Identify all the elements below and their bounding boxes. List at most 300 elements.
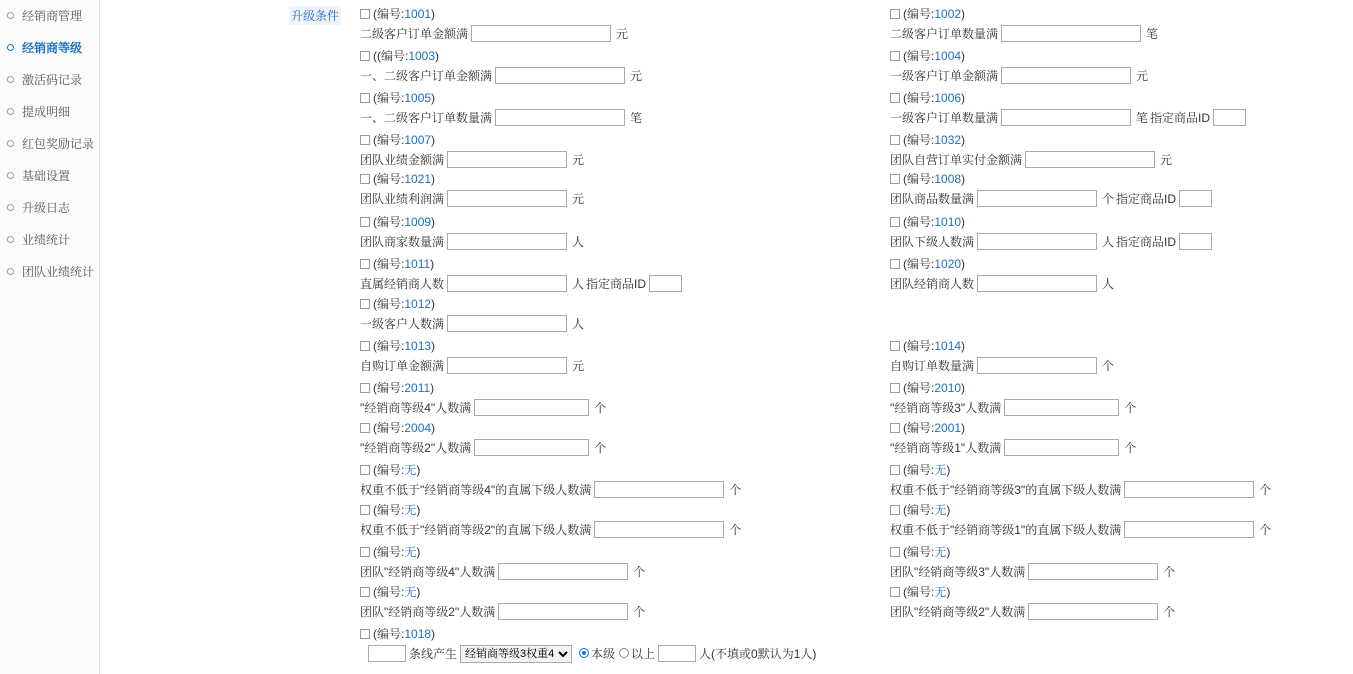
condition-unit: 人 [1102, 276, 1115, 291]
condition-row-left-1 [360, 49, 644, 85]
condition-body [890, 356, 1116, 375]
condition-value-input[interactable] [474, 399, 589, 416]
condition-unit: 个 [729, 482, 742, 497]
sidebar-item-4[interactable] [0, 128, 99, 160]
condition-unit: 个 [1163, 604, 1176, 619]
condition-unit: 人 [572, 234, 585, 249]
condition-body [890, 562, 1177, 581]
condition-code-open: (编号: [373, 503, 405, 517]
radio-bullet-icon [7, 12, 14, 19]
condition-row-left-13 [360, 545, 647, 581]
condition-header [360, 215, 586, 229]
condition-unit: 个 [1124, 440, 1137, 455]
condition-code-open: (编号: [373, 545, 405, 559]
condition-value-input[interactable] [977, 233, 1097, 250]
condition-code: 无 [934, 503, 947, 517]
condition-code-open: (编号: [373, 133, 405, 147]
condition-code-open: (编号: [373, 463, 405, 477]
condition-header [890, 7, 1160, 21]
condition-unit: 笔 [1136, 110, 1149, 125]
condition-checkbox[interactable] [890, 217, 900, 227]
condition-code-open: (编号: [903, 49, 935, 63]
condition-code: 无 [404, 545, 417, 559]
condition-checkbox[interactable] [360, 259, 370, 269]
condition-code: 1014 [934, 339, 962, 353]
condition-body [360, 562, 647, 581]
condition-code: 1005 [404, 91, 432, 105]
condition-header [890, 133, 1174, 147]
condition-code: 1002 [934, 7, 962, 21]
condition-code-close: ) [961, 7, 966, 21]
condition-code: 1020 [934, 257, 962, 271]
condition-value-input[interactable] [1028, 603, 1158, 620]
condition-unit: 人 [572, 316, 585, 331]
condition-code-close: ) [431, 215, 436, 229]
condition-label: 一级客户订单金额满 [890, 68, 999, 83]
condition-code: 1021 [404, 172, 432, 186]
condition-value-input[interactable] [594, 521, 724, 538]
condition-value-input[interactable] [471, 25, 611, 42]
condition-body [890, 520, 1273, 539]
condition-unit: 笔 [1146, 26, 1159, 41]
condition-row-right-3 [890, 133, 1174, 169]
condition-value-input[interactable] [447, 233, 567, 250]
condition-value-input[interactable] [1004, 399, 1119, 416]
condition-header [890, 339, 1116, 353]
condition-unit: 个 [1259, 522, 1272, 537]
condition-value-input[interactable] [594, 481, 724, 498]
condition-code-close: ) [431, 91, 436, 105]
condition-label: 团队下级人数满 [890, 234, 975, 249]
condition-checkbox[interactable] [890, 341, 900, 351]
condition-goods-id-input[interactable] [649, 275, 682, 292]
condition-row-right-12 [890, 545, 1177, 581]
condition-label: 团队商品数量满 [890, 191, 975, 206]
condition-code: 1008 [934, 172, 962, 186]
condition-row-left-2 [360, 91, 644, 127]
condition-value-input[interactable] [498, 563, 628, 580]
condition-checkbox[interactable] [360, 174, 370, 184]
sidebar-item-label: 红包奖励记录 [22, 137, 95, 151]
condition-code-close: ) [416, 545, 421, 559]
condition-body [360, 314, 586, 333]
condition-label: 团队"经销商等级4"人数满 [360, 564, 496, 579]
condition-code-open: (编号: [373, 215, 405, 229]
condition-row-left-10 [360, 421, 608, 457]
condition-label: 团队"经销商等级3"人数满 [890, 564, 1026, 579]
condition-extra-label: 指定商品ID [1116, 234, 1177, 249]
condition-value-input[interactable] [1025, 151, 1155, 168]
condition-checkbox[interactable] [890, 174, 900, 184]
condition-unit: 元 [572, 152, 585, 167]
condition-row-right-9 [890, 421, 1138, 457]
line-level-select[interactable] [460, 645, 572, 663]
condition-body [360, 24, 630, 43]
condition-value-input[interactable] [447, 315, 567, 332]
condition-code-open: (编号: [903, 545, 935, 559]
condition-checkbox[interactable] [360, 505, 370, 515]
sidebar-item-1[interactable] [0, 32, 99, 64]
condition-code-open: (编号: [903, 91, 935, 105]
condition-checkbox[interactable] [360, 629, 370, 639]
condition-unit: 元 [572, 358, 585, 373]
condition-code-close: ) [946, 503, 951, 517]
condition-code: 1004 [934, 49, 962, 63]
condition-header [360, 339, 586, 353]
line-text-before: 条线产生 [409, 646, 458, 661]
condition-code-open: (编号: [903, 133, 935, 147]
condition-checkbox[interactable] [890, 383, 900, 393]
condition-body [360, 356, 586, 375]
condition-value-input[interactable] [1028, 563, 1158, 580]
condition-row-left-7 [360, 297, 586, 333]
condition-code-close: ) [961, 215, 966, 229]
radio-above-level[interactable] [619, 648, 629, 658]
condition-checkbox[interactable] [360, 383, 370, 393]
condition-header [890, 585, 1177, 599]
condition-code-close: ) [946, 585, 951, 599]
condition-code: 无 [934, 463, 947, 477]
condition-header [360, 503, 743, 517]
condition-row-left-11 [360, 463, 743, 499]
condition-row-right-2 [890, 91, 1249, 127]
condition-row-left-9 [360, 381, 608, 417]
condition-checkbox[interactable] [360, 299, 370, 309]
condition-code: 无 [934, 585, 947, 599]
condition-row-right-4 [890, 172, 1215, 208]
condition-label: 一级客户订单数量满 [890, 110, 999, 125]
condition-row-right-13 [890, 585, 1177, 621]
condition-code: 1001 [404, 7, 432, 21]
condition-value-input[interactable] [495, 67, 625, 84]
condition-label: 一级客户人数满 [360, 316, 445, 331]
sidebar-item-8[interactable] [0, 256, 99, 288]
condition-header [360, 257, 685, 271]
condition-code-close: ) [961, 133, 966, 147]
condition-label: 权重不低于"经销商等级3"的直属下级人数满 [890, 482, 1122, 497]
condition-body [890, 274, 1116, 293]
sidebar-item-label: 团队业绩统计 [22, 265, 95, 279]
sidebar-item-label: 经销商管理 [22, 9, 83, 23]
condition-checkbox[interactable] [890, 259, 900, 269]
condition-unit: 元 [572, 191, 585, 206]
condition-checkbox[interactable] [360, 217, 370, 227]
condition-code: 无 [404, 503, 417, 517]
sidebar-item-3[interactable] [0, 96, 99, 128]
radio-above-level-label: 以上 [631, 646, 656, 661]
condition-unit: 人 [572, 276, 585, 291]
condition-code-open: (编号: [903, 463, 935, 477]
condition-label: 团队自营订单实付金额满 [890, 152, 1023, 167]
condition-row-left-3 [360, 133, 586, 169]
condition-row-right-11 [890, 503, 1273, 539]
condition-value-input[interactable] [498, 603, 628, 620]
condition-code-open: (编号: [373, 297, 405, 311]
condition-body [360, 398, 608, 417]
condition-code: 1007 [404, 133, 432, 147]
condition-unit: 元 [1160, 152, 1173, 167]
condition-value-input[interactable] [977, 275, 1097, 292]
condition-body [890, 24, 1160, 43]
condition-label: "经销商等级4"人数满 [360, 400, 472, 415]
condition-value-input[interactable] [1124, 481, 1254, 498]
condition-body [890, 66, 1150, 85]
condition-code-open: (编号: [903, 257, 935, 271]
condition-checkbox[interactable] [890, 135, 900, 145]
sidebar-item-7[interactable] [0, 224, 99, 256]
condition-unit: 个 [1124, 400, 1137, 415]
condition-checkbox[interactable] [360, 465, 370, 475]
condition-unit: 个 [1102, 191, 1115, 206]
radio-bullet-icon [7, 204, 14, 211]
condition-code-open: (编号: [903, 381, 935, 395]
condition-code-close: ) [435, 49, 440, 63]
condition-checkbox[interactable] [890, 547, 900, 557]
radio-self-level-label: 本级 [591, 646, 616, 661]
condition-row-right-1 [890, 49, 1150, 85]
condition-checkbox[interactable] [360, 9, 370, 19]
sidebar-item-2[interactable] [0, 64, 99, 96]
condition-checkbox[interactable] [890, 465, 900, 475]
condition-header [360, 172, 586, 186]
condition-code-close: ) [961, 381, 966, 395]
condition-checkbox[interactable] [890, 423, 900, 433]
condition-checkbox[interactable] [890, 93, 900, 103]
condition-row-line-generation [360, 627, 816, 663]
condition-code-open: (编号: [373, 339, 405, 353]
condition-goods-id-input[interactable] [1213, 109, 1246, 126]
condition-code-close: ) [416, 463, 421, 477]
radio-bullet-icon [7, 268, 14, 275]
condition-label: 一、二级客户订单金额满 [360, 68, 493, 83]
condition-value-input[interactable] [447, 190, 567, 207]
condition-checkbox[interactable] [890, 51, 900, 61]
condition-body [890, 189, 1215, 208]
condition-row-left-12 [360, 503, 743, 539]
condition-body [360, 189, 586, 208]
radio-bullet-icon [7, 172, 14, 179]
condition-extra-label: 指定商品ID [1150, 110, 1211, 125]
condition-value-input[interactable] [977, 190, 1097, 207]
condition-unit: 个 [1259, 482, 1272, 497]
condition-row-right-10 [890, 463, 1273, 499]
sidebar-item-label: 业绩统计 [22, 233, 71, 247]
line-people-input[interactable] [658, 645, 696, 662]
condition-code-open: (编号: [373, 172, 405, 186]
sidebar-item-label: 基础设置 [22, 169, 71, 183]
condition-body [890, 108, 1249, 127]
sidebar-item-label: 升级日志 [22, 201, 71, 215]
condition-body [360, 66, 644, 85]
radio-bullet-icon [7, 44, 14, 51]
condition-code-close: ) [946, 545, 951, 559]
radio-bullet-icon [7, 236, 14, 243]
condition-code: 1032 [934, 133, 962, 147]
condition-header [360, 381, 608, 395]
condition-code-close: ) [946, 463, 951, 477]
condition-code-open: (编号: [373, 257, 405, 271]
condition-code-open: (编号: [903, 7, 935, 21]
sidebar-item-label: 经销商等级 [22, 41, 83, 55]
condition-checkbox[interactable] [360, 341, 370, 351]
condition-code-close: ) [416, 503, 421, 517]
condition-checkbox[interactable] [360, 135, 370, 145]
condition-header [890, 503, 1273, 517]
condition-code-open: (编号: [373, 421, 405, 435]
condition-label: 权重不低于"经销商等级4"的直属下级人数满 [360, 482, 592, 497]
condition-checkbox[interactable] [360, 423, 370, 433]
condition-code: 2011 [404, 381, 431, 395]
condition-value-input[interactable] [447, 357, 567, 374]
condition-unit: 元 [1136, 68, 1149, 83]
condition-code-close: ) [430, 381, 435, 395]
condition-code-close: ) [961, 339, 966, 353]
condition-code: 无 [934, 545, 947, 559]
radio-bullet-icon [7, 76, 14, 83]
condition-code-close: ) [431, 133, 436, 147]
condition-code-close: ) [961, 91, 966, 105]
condition-label: 团队商家数量满 [360, 234, 445, 249]
condition-body [890, 438, 1138, 457]
condition-unit: 元 [616, 26, 629, 41]
condition-code-open: (编号: [373, 7, 405, 21]
condition-code-close: ) [431, 627, 436, 641]
line-count-input[interactable] [368, 645, 406, 662]
condition-code: 1011 [404, 257, 431, 271]
condition-header [360, 545, 647, 559]
condition-code-close: ) [431, 7, 436, 21]
condition-unit: 个 [594, 440, 607, 455]
condition-code-open: (编号: [903, 172, 935, 186]
condition-code: 1012 [404, 297, 432, 311]
condition-code-open: (编号: [903, 215, 935, 229]
line-text-after: 人(不填或0默认为1人) [699, 646, 817, 661]
condition-header [360, 297, 586, 311]
condition-code-open: (编号: [903, 421, 935, 435]
condition-checkbox[interactable] [890, 9, 900, 19]
condition-value-input[interactable] [474, 439, 589, 456]
condition-header [360, 421, 608, 435]
condition-code: 2001 [934, 421, 962, 435]
condition-value-input[interactable] [447, 151, 567, 168]
condition-unit: 个 [633, 564, 646, 579]
condition-row-left-14 [360, 585, 647, 621]
condition-header [890, 49, 1150, 63]
condition-value-input[interactable] [495, 109, 625, 126]
condition-label: 权重不低于"经销商等级1"的直属下级人数满 [890, 522, 1122, 537]
condition-goods-id-input[interactable] [1179, 190, 1212, 207]
condition-code-open: (编号: [903, 339, 935, 353]
radio-self-level[interactable] [579, 648, 589, 658]
condition-code-close: ) [961, 257, 966, 271]
condition-header [360, 133, 586, 147]
condition-value-input[interactable] [1001, 109, 1131, 126]
condition-header [890, 545, 1177, 559]
condition-header [360, 91, 644, 105]
condition-extra-label: 指定商品ID [1116, 191, 1177, 206]
condition-checkbox[interactable] [360, 51, 370, 61]
condition-label: 自购订单数量满 [890, 358, 975, 373]
condition-goods-id-input[interactable] [1179, 233, 1212, 250]
sidebar-item-5[interactable] [0, 160, 99, 192]
condition-checkbox[interactable] [360, 587, 370, 597]
condition-row-left-6 [360, 257, 685, 293]
condition-label: 团队业绩金额满 [360, 152, 445, 167]
radio-bullet-icon [7, 108, 14, 115]
condition-value-input[interactable] [1004, 439, 1119, 456]
condition-value-input[interactable] [1001, 25, 1141, 42]
condition-unit: 个 [633, 604, 646, 619]
condition-row-left-8 [360, 339, 586, 375]
condition-body [890, 602, 1177, 621]
condition-row-left-5 [360, 215, 586, 251]
condition-label: "经销商等级1"人数满 [890, 440, 1002, 455]
sidebar-item-label: 提成明细 [22, 105, 71, 119]
condition-unit: 元 [630, 68, 643, 83]
condition-extra-label: 指定商品ID [586, 276, 647, 291]
condition-body [360, 480, 743, 499]
condition-row-left-0 [360, 7, 630, 43]
condition-code-open: (编号: [373, 627, 405, 641]
condition-body [360, 520, 743, 539]
condition-label: 一、二级客户订单数量满 [360, 110, 493, 125]
condition-header [360, 49, 644, 63]
condition-code-open: (编号: [903, 503, 935, 517]
condition-code: 无 [404, 463, 417, 477]
condition-label: 团队业绩利润满 [360, 191, 445, 206]
condition-code: 1018 [404, 627, 432, 641]
condition-unit: 笔 [630, 110, 643, 125]
condition-value-input[interactable] [1124, 521, 1254, 538]
condition-code: 1009 [404, 215, 432, 229]
radio-bullet-icon [7, 140, 14, 147]
condition-checkbox[interactable] [890, 587, 900, 597]
condition-code-close: ) [430, 257, 435, 271]
condition-body [360, 150, 586, 169]
condition-checkbox[interactable] [890, 505, 900, 515]
sidebar [0, 0, 100, 674]
condition-header [890, 463, 1273, 477]
condition-header [360, 585, 647, 599]
condition-row-right-0 [890, 7, 1160, 43]
condition-value-input[interactable] [1001, 67, 1131, 84]
sidebar-item-0[interactable] [0, 0, 99, 32]
condition-value-input[interactable] [447, 275, 567, 292]
condition-label: "经销商等级3"人数满 [890, 400, 1002, 415]
condition-code-close: ) [431, 339, 436, 353]
condition-body [890, 150, 1174, 169]
condition-body [360, 644, 816, 663]
condition-code: 2010 [934, 381, 962, 395]
condition-body [890, 480, 1273, 499]
condition-checkbox[interactable] [360, 93, 370, 103]
condition-code-open: ((编号: [373, 49, 409, 63]
condition-checkbox[interactable] [360, 547, 370, 557]
condition-header [890, 257, 1116, 271]
condition-code-close: ) [431, 297, 436, 311]
condition-label: 团队经销商人数 [890, 276, 975, 291]
condition-body [360, 232, 586, 251]
sidebar-item-6[interactable] [0, 192, 99, 224]
condition-code: 无 [404, 585, 417, 599]
condition-value-input[interactable] [977, 357, 1097, 374]
condition-row-right-6 [890, 257, 1116, 293]
condition-body [890, 398, 1138, 417]
condition-row-right-7 [890, 339, 1116, 375]
condition-code-close: ) [961, 172, 966, 186]
condition-code: 1013 [404, 339, 432, 353]
condition-label: "经销商等级2"人数满 [360, 440, 472, 455]
